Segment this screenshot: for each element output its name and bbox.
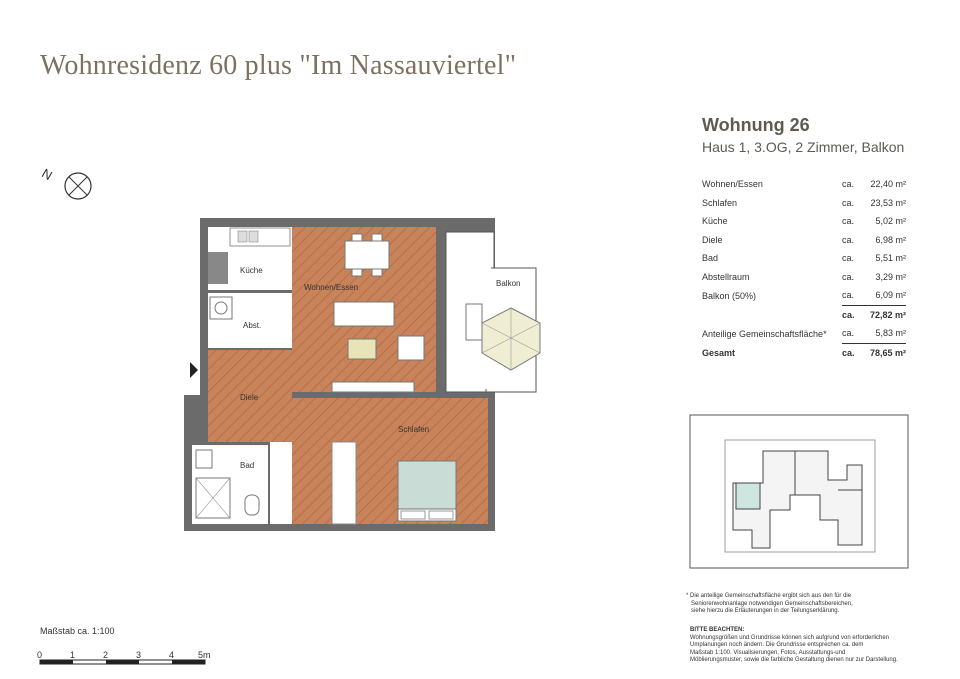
room-label-wohnen: Wohnen/Essen <box>304 283 359 292</box>
scale-label: Maßstab ca. 1:100 <box>40 626 115 636</box>
room-label-schlafen: Schlafen <box>398 425 430 434</box>
floor-schlafen <box>292 392 488 524</box>
room-label-bad: Bad <box>240 461 255 470</box>
area-row: Balkon (50%) ca. 6,09 m² <box>702 290 906 301</box>
area-row: Diele ca. 6,98 m² <box>702 234 906 245</box>
page-title: Wohnresidenz 60 plus "Im Nassauviertel" <box>40 50 517 81</box>
scale-bar <box>40 660 205 664</box>
apartment-subtitle: Haus 1, 3.OG, 2 Zimmer, Balkon <box>702 139 905 155</box>
entrance-arrow-icon <box>190 362 198 378</box>
area-table <box>702 175 906 362</box>
footnote: * Die anteilige Gemeinschaftsfläche ergibt sich aus den für die Seniorenwohnanlage notwendigen Gemeinschaftsbereichen, siehe hierzu die Erläuterungen in der Teilungserklärung. <box>686 593 853 614</box>
apartment-title: Wohnung 26 <box>702 115 810 135</box>
scale-tick: 1 <box>70 650 76 660</box>
area-row: Wohnen/Essen ca. 22,40 m² <box>702 179 906 190</box>
compass-icon <box>65 173 91 199</box>
scale-tick: 2 <box>103 650 109 660</box>
total-row: Gesamt ca. 78,65 m² <box>702 343 906 362</box>
site-plan <box>690 415 908 568</box>
room-label-diele: Diele <box>240 393 259 402</box>
scale-tick: 0 <box>37 650 43 660</box>
compass-label: N <box>39 165 55 184</box>
area-row: Abstellraum ca. 3,29 m² <box>702 271 906 282</box>
area-row: Küche ca. 5,02 m² <box>702 216 906 227</box>
subtotal-row: ca. 72,82 m² <box>702 305 906 324</box>
shared-area-row: Anteilige Gemeinschaftsfläche* ca. 5,83 m² <box>702 328 906 339</box>
notice: BITTE BEACHTEN: Wohnungsgrößen und Grundrisse können sich aufgrund von erforderlichen Umplanungen noch ändern. Die Grundrisse entsprechen ca. dem Maßstab 1:100. Visualisierungen, Fotos, Ausstattungs-und Möblierungsmuster, sowie die farbliche Gestaltung dienen nur zur Darstellung. <box>690 627 898 663</box>
room-label-kueche: Küche <box>240 266 263 275</box>
scale-tick: 3 <box>136 650 142 660</box>
area-row: Schlafen ca. 23,53 m² <box>702 197 906 208</box>
room-label-balkon: Balkon <box>496 279 521 288</box>
scale-tick: 4 <box>169 650 175 660</box>
scale-tick: 5m <box>198 650 211 660</box>
area-row: Bad ca. 5,51 m² <box>702 253 906 264</box>
room-label-abst: Abst. <box>243 321 262 330</box>
